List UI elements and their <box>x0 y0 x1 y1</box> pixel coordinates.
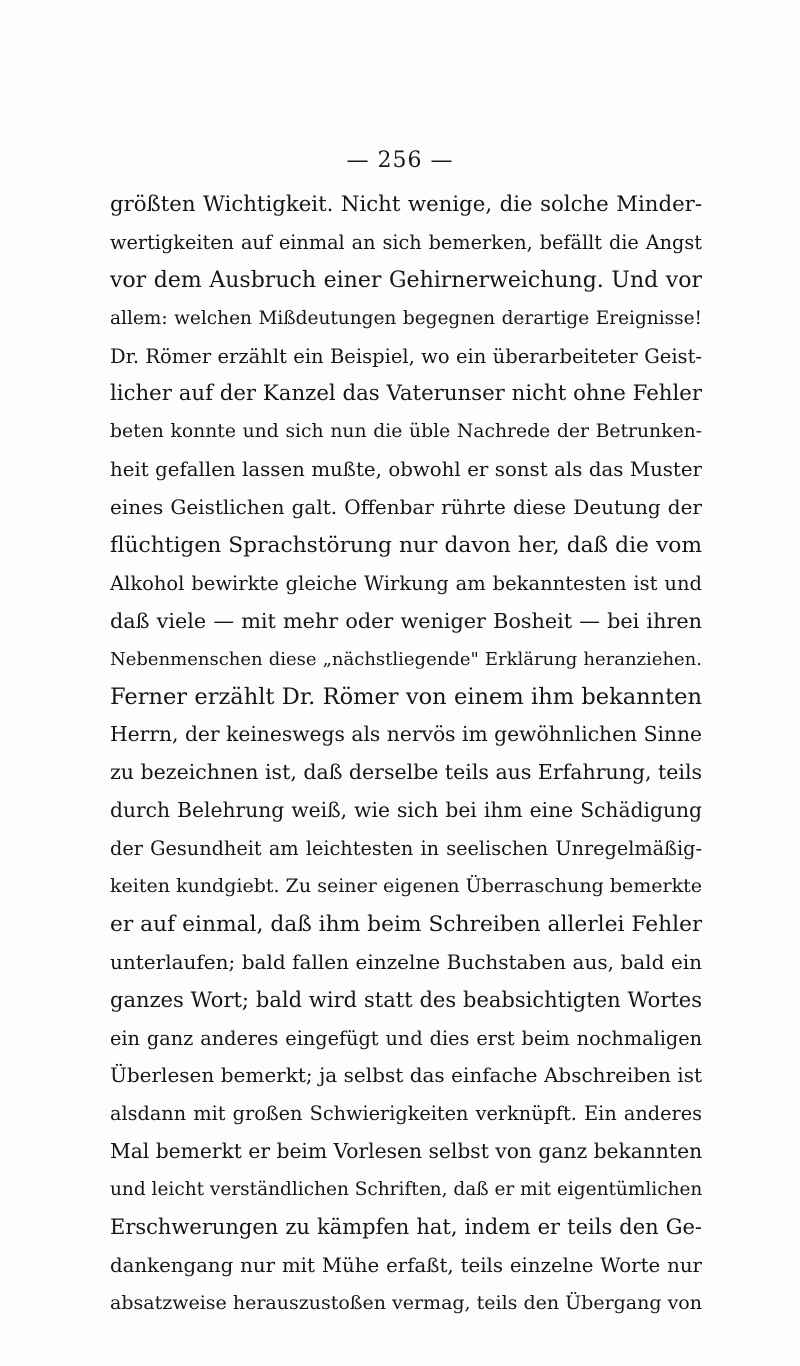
text-line: Ferner erzählt Dr. Römer von einem ihm bekannten <box>110 683 702 710</box>
text-line: Überlesen bemerkt; ja selbst das einfache Abschreiben ist <box>110 1063 702 1088</box>
text-line: licher auf der Kanzel das Vaterunser nicht ohne Fehler <box>110 381 702 407</box>
text-line: eines Geistlichen galt. Offenbar rührte diese Deutung der <box>110 495 702 520</box>
text-line: dankengang nur mit Mühe erfaßt, teils einzelne Worte nur <box>110 1253 702 1277</box>
text-line: unterlaufen; bald fallen einzelne Buchstaben aus, bald ein <box>110 949 702 974</box>
text-line: Nebenmenschen diese „nächstliegende" Erklärung heranziehen. <box>110 648 702 670</box>
text-line: Mal bemerkt er beim Vorlesen selbst von ganz bekannten <box>110 1139 702 1164</box>
text-line: beten konnte und sich nun die üble Nachrede der Betrunken- <box>110 421 702 443</box>
text-line: alsdann mit großen Schwierigkeiten verknüpft. Ein anderes <box>110 1102 702 1126</box>
text-line: Dr. Römer erzählt ein Beispiel, wo ein überarbeiteter Geist- <box>110 344 702 368</box>
text-line: durch Belehrung weiß, wie sich bei ihm eine Schädigung <box>110 798 702 823</box>
text-line: daß viele — mit mehr oder weniger Bosheit — bei ihren <box>110 608 702 633</box>
text-line: vor dem Ausbruch einer Gehirnerweichung. Und vor <box>110 267 702 293</box>
text-line: und leicht verständlichen Schriften, daß er mit eigentümlichen <box>110 1179 702 1201</box>
text-line: Herrn, der keineswegs als nervös im gewöhnlichen Sinne <box>110 722 702 747</box>
text-line: heit gefallen lassen mußte, obwohl er sonst als das Muster <box>110 458 702 482</box>
text-line: absatzweise herauszustoßen vermag, teils den Übergang von <box>110 1291 702 1314</box>
text-line: keiten kundgiebt. Zu seiner eigenen Überraschung bemerkte <box>110 875 702 898</box>
text-line: zu bezeichnen ist, daß derselbe teils aus Erfahrung, teils <box>110 760 702 785</box>
body-text <box>110 186 702 1323</box>
text-line: größten Wichtigkeit. Nicht wenige, die solche Minder- <box>110 192 702 217</box>
text-line: Erschwerungen zu kämpfen hat, indem er teils den Ge- <box>110 1215 702 1240</box>
text-line: er auf einmal, daß ihm beim Schreiben allerlei Fehler <box>110 911 702 937</box>
page-number: — 256 — <box>346 148 454 173</box>
text-line: wertigkeiten auf einmal an sich bemerken, befällt die Angst <box>110 230 702 254</box>
text-line: ganzes Wort; bald wird statt des beabsichtigten Wortes <box>110 987 702 1012</box>
text-line: Alkohol bewirkte gleiche Wirkung am bekanntesten ist und <box>110 571 702 595</box>
text-line: ein ganz anderes eingefügt und dies erst beim nochmaligen <box>110 1026 702 1050</box>
text-line: der Gesundheit am leichtesten in seelischen Unregelmäßig- <box>110 837 702 861</box>
text-line: flüchtigen Sprachstörung nur davon her, daß die vom <box>110 533 702 559</box>
text-line: allem: welchen Mißdeutungen begegnen derartige Ereignisse! <box>110 307 702 329</box>
